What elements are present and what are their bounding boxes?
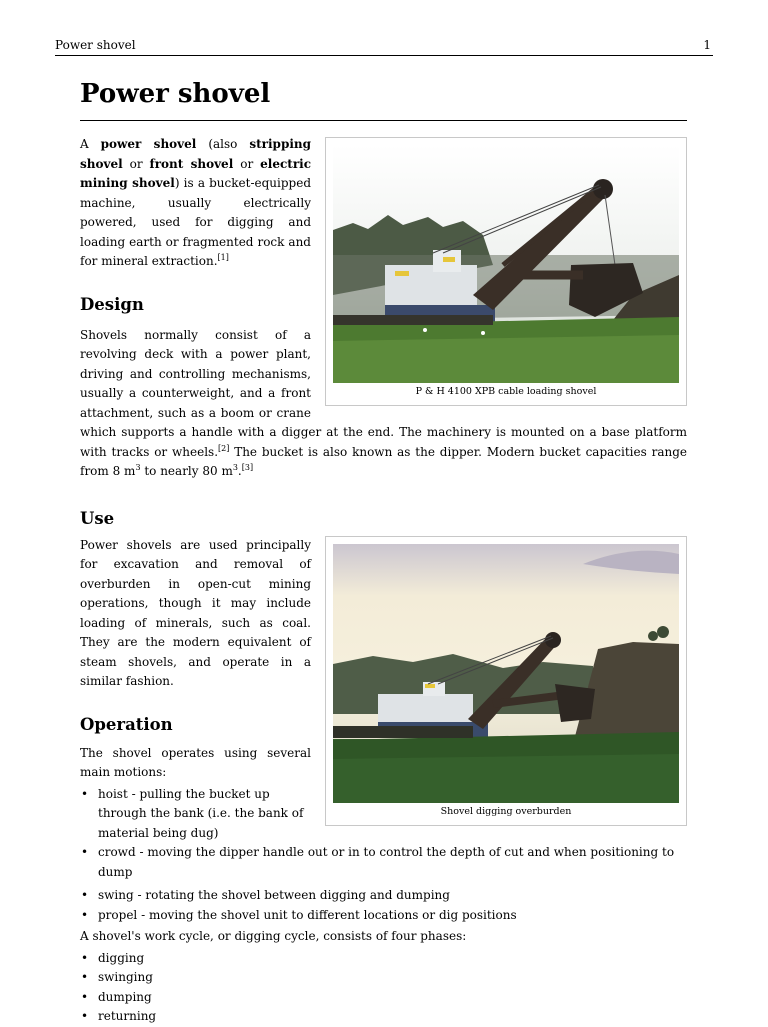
design-paragraph: Shovels normally consist of a revolving deck with a power plant, driving and controlling mechanisms, usually a counterweight, and a front attachment, such as a boom or crane which supports a handle with a digger at the end. The machinery is mounted on a base platform with tracks or wheels.[2] The bucket is also known as the dipper. Modern bucket capacities range from 8 $m^3$ to nearly 80 $m^3.[3]$ — [80, 327, 687, 478]
running-header-title: Power shovel — [55, 38, 136, 52]
page-title: Power shovel — [80, 78, 687, 121]
article-body — [80, 78, 687, 1027]
figure-caption: P & H 4100 XPB cable loading shovel — [415, 386, 597, 397]
cycle-intro: A shovel's work cycle, or digging cycle, consists of four phases: — [80, 929, 467, 943]
list-item: • hoist - pulling the bucket up through the bank (i.e. the bank of material being dug) — [80, 785, 687, 844]
page-number: 1 — [703, 38, 711, 52]
phases-list — [80, 949, 687, 1027]
reference-2[interactable]: [2] — [218, 443, 230, 453]
figure-caption: Shovel digging overburden — [440, 805, 572, 817]
operation-intro: The shovel operates using several main motions: — [80, 745, 311, 779]
motions-list — [80, 785, 687, 883]
running-header — [55, 38, 713, 56]
overburden-photo — [333, 544, 679, 803]
section-heading-design: Design — [80, 294, 144, 314]
list-item: • crowd - moving the dipper handle out or in to control the depth of cut and when positioning to dump — [80, 843, 687, 882]
list-item: • returning — [80, 1007, 687, 1027]
figure-loading-shovel — [325, 137, 687, 406]
list-item: • digging — [80, 949, 687, 969]
section-heading-use: Use — [80, 508, 115, 528]
use-paragraph: Power shovels are used principally for excavation and removal of overburden in open-cut mining operations, though it may include loading of minerals, such as coal. They are the modern equivalent of steam shovels, and operate in a similar fashion. — [80, 537, 311, 688]
list-item: • propel - moving the shovel unit to different locations or dig positions — [80, 906, 687, 926]
intro-paragraph: A power shovel (also stripping shovel or front shovel or electric mining shovel) is a bucket-equipped machine, usually electrically powered, used for digging and loading earth or fragmented rock and for mineral extraction.[1] — [80, 137, 312, 268]
reference-3[interactable]: [3] — [241, 463, 254, 472]
motions-list-continued — [80, 886, 687, 925]
list-item: • dumping — [80, 988, 687, 1008]
section-heading-operation: Operation — [80, 714, 173, 734]
list-item: • swing - rotating the shovel between digging and dumping — [80, 886, 687, 906]
reference-1[interactable]: [1] — [217, 253, 229, 262]
figure-overburden — [325, 536, 687, 826]
loading-shovel-photo — [333, 145, 679, 383]
list-item: • swinging — [80, 968, 687, 988]
